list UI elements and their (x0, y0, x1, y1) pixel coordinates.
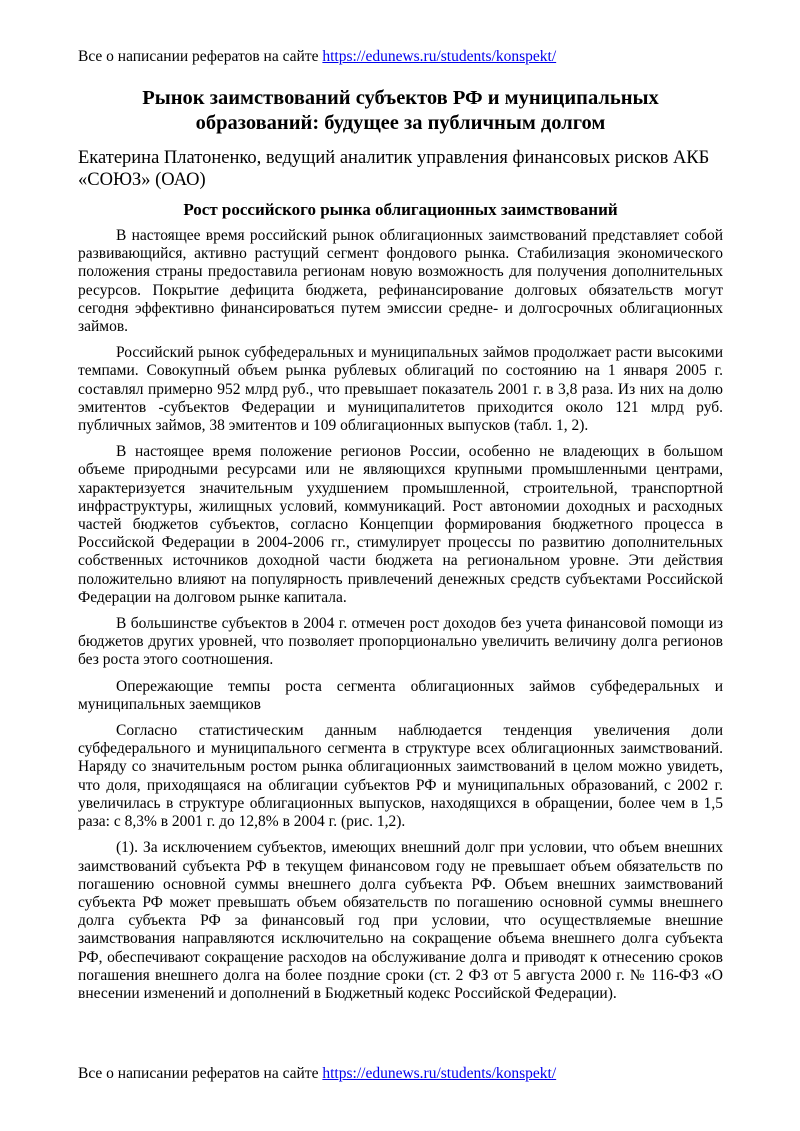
article-title: Рынок заимствований субъектов РФ и муниципальных образований: будущее за публичным долгом (142, 87, 659, 134)
paragraph-subheading: Опережающие темпы роста сегмента облигационных займов субфедеральных и муниципальных заемщиков (78, 677, 723, 713)
paragraph: Российский рынок субфедеральных и муниципальных займов продолжает расти высокими темпами. Совокупный объем рынка рублевых облигаций по состоянию на 1 января 2005 г. составлял примерно 952 млрд руб., что превышает показатель 2001 г. в 3,8 раза. Из них на долю эмитентов -субъектов Федерации и муниципалитетов приходится около 121 млрд руб. публичных займов, 38 эмитентов и 109 облигационных выпусков (табл. 1, 2). (78, 344, 723, 435)
paragraph: В большинстве субъектов в 2004 г. отмечен рост доходов без учета финансовой помощи из бюджетов других уровней, что позволяет пропорционально увеличить величину долга регионов без роста этого соотношения. (78, 615, 723, 669)
page-header (78, 47, 556, 67)
header-link[interactable]: https://edunews.ru/students/konspekt/ (322, 48, 557, 65)
footer-link[interactable]: https://edunews.ru/students/konspekt/ (322, 1065, 557, 1082)
page-footer (78, 1064, 556, 1084)
paragraph: В настоящее время положение регионов России, особенно не владеющих в большом объеме природными ресурсами или не являющихся крупными промышленными центрами, характеризуется значительным ухудшением промышленной, строительной, транспортной инфраструктуры, жилищных условий, коммуникаций. Рост автономии доходных и расходных частей бюджетов субъектов, согласно Концепции формирования бюджетного процесса в Российской Федерации в 2004-2006 гг., стимулирует процессы по развитию дополнительных собственных источников доходной части бюджета на региональном уровне. Эти действия положительно влияют на популярность привлечений денежных средств субъектами Российской Федерации на долговом рынке капитала. (78, 443, 723, 606)
article (78, 86, 723, 1011)
paragraph: Согласно статистическим данным наблюдается тенденция увеличения доли субфедерального и муниципального сегмента в структуре всех облигационных заимствований. Наряду со значительным ростом рынка облигационных заимствований в целом можно увидеть, что доля, приходящаяся на облигации субъектов РФ и муниципальных образований, с 2002 г. увеличилась в структуре облигационных выпусков, находящихся в обращении, более чем в 1,5 раза: с 8,3% в 2001 г. до 12,8% в 2004 г. (рис. 1,2). (78, 722, 723, 831)
footer-text: Все о написании рефератов на сайте (78, 1065, 319, 1082)
section-heading: Рост российского рынка облигационных заимствований (183, 200, 618, 219)
paragraph: В настоящее время российский рынок облигационных заимствований представляет собой развивающийся, активно растущий сегмент фондового рынка. Стабилизация экономического положения страны предоставила регионам новую возможность для получения дополнительных ресурсов. Покрытие дефицита бюджета, рефинансирование долговых обязательств могут сегодня эффективно финансироваться путем эмиссии средне- и долгосрочных облигационных займов. (78, 227, 723, 336)
header-text: Все о написании рефератов на сайте (78, 48, 319, 65)
paragraph-footnote: (1). За исключением субъектов, имеющих внешний долг при условии, что объем внешних заимствований субъекта РФ в текущем финансовом году не превышает объем обязательств по погашению основной суммы внешнего долга субъекта РФ. Объем внешних заимствований субъекта РФ может превышать объем обязательств по погашению основной суммы внешнего долга субъекта РФ за финансовый год при условии, что осуществляемые внешние заимствования направляются исключительно на сокращение объема внешнего долга субъекта РФ, обеспечивают сокращение расходов на обслуживание долга и приводят к отнесению сроков погашения внешнего долга на более поздние сроки (ст. 2 ФЗ от 5 августа 2000 г. № 116-ФЗ «О внесении изменений и дополнений в Бюджетный кодекс Российской Федерации). (78, 839, 723, 1002)
article-author: Екатерина Платоненко, ведущий аналитик управления финансовых рисков АКБ «СОЮЗ» (ОАО) (78, 148, 710, 190)
